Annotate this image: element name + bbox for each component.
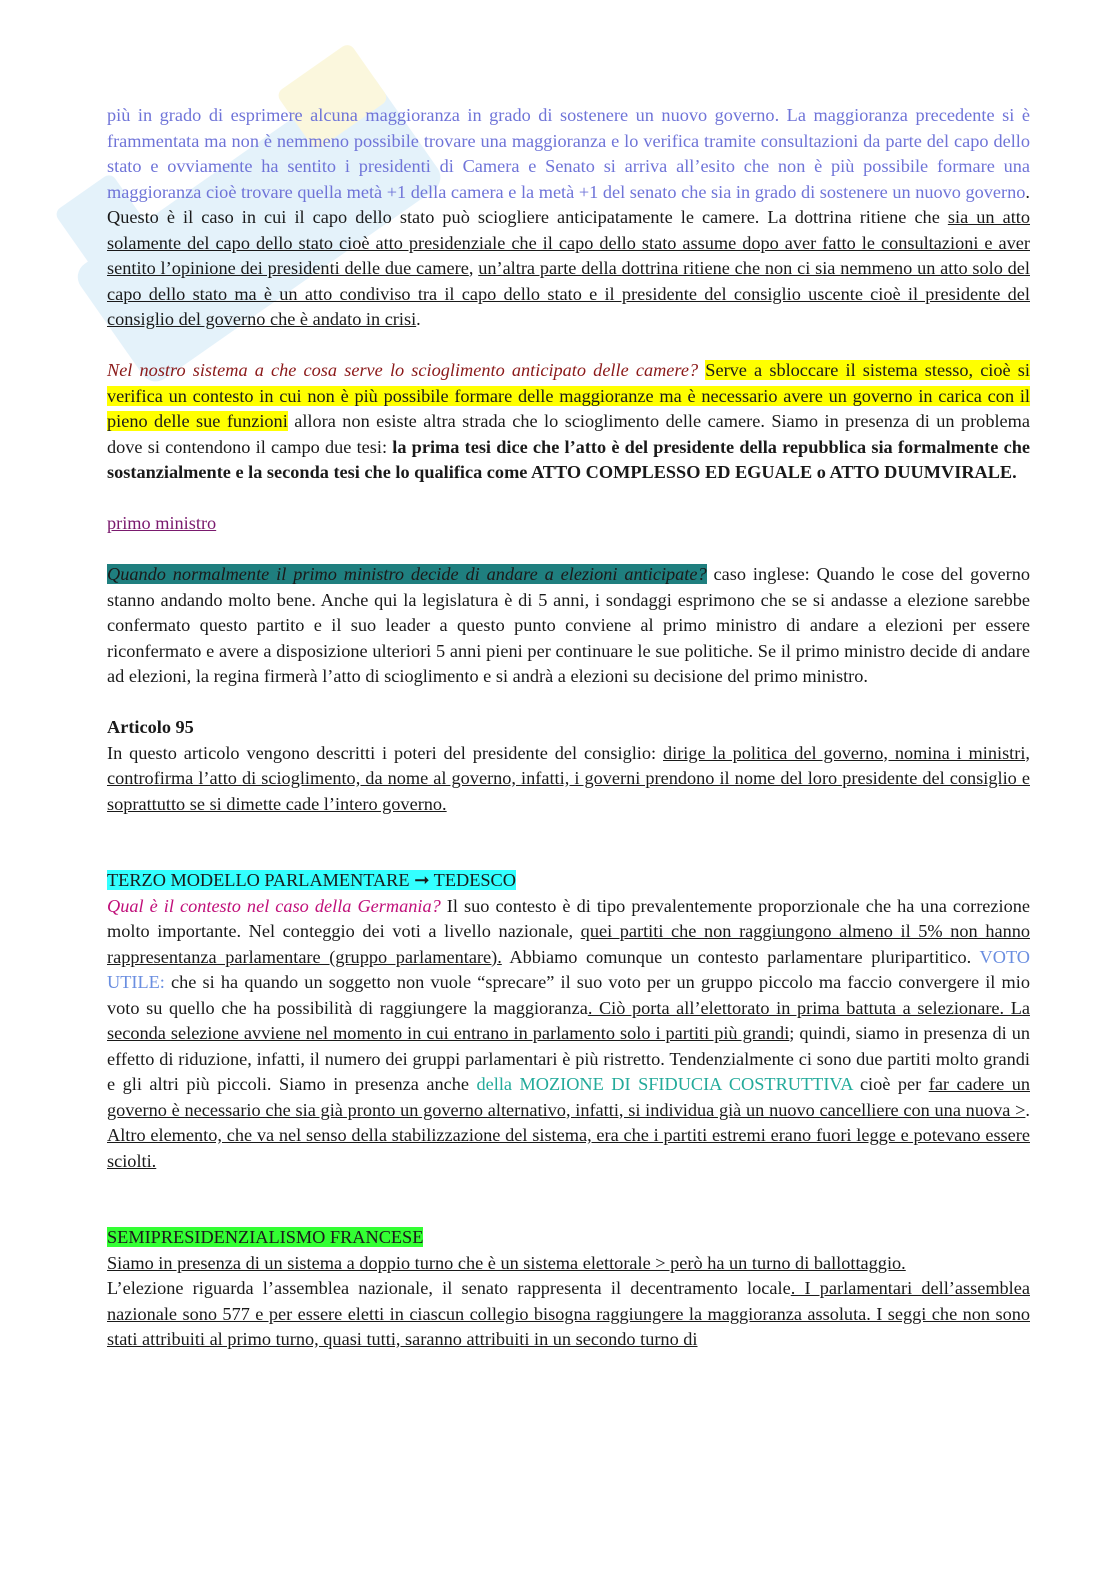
section-francese <box>107 1225 1030 1251</box>
primo-ministro-link-line <box>107 511 1030 537</box>
question-italic: Nel nostro sistema a che cosa serve lo scioglimento anticipato delle camere? <box>107 360 699 380</box>
text: allora non esiste altra strada che lo scioglimento delle camere. Siamo in presenza di un problema dove si contendono il campo due tesi: <box>107 411 1030 457</box>
text: caso inglese: Quando le cose del governo stanno andando molto bene. Anche qui la legislatura è di 5 anni, i sondaggi esprimono che se si andasse a elezione sarebbe confermato questo partito e il suo leader a questo punto conviene al primo ministro di andare a elezioni per essere riconfermato e avere a disposizione ulteriori 5 anni pieni per continuare le sue politiche. Se il primo ministro decide di andare ad elezioni, la regina firmerà l’atto di scioglimento e si andrà a elezioni su decisione del primo ministro. <box>107 564 1030 686</box>
primo-ministro-link[interactable]: primo ministro <box>107 513 217 533</box>
text-underlined: sia un atto solamente del capo dello stato cioè atto presidenziale che il capo dello stato assume dopo aver fatto le consultazioni e aver sentito l’opinione dei presidenti delle due camere <box>107 207 1030 278</box>
text-blue: più in grado di esprimere alcuna maggioranza in grado di sostenere un nuovo governo. La maggioranza precedente si è frammentata ma non è nemmeno possibile trovare una maggioranza e lo verifica tramite consultazioni da parte del capo dello stato e ovviamente ha sentito i presidenti di Camera e Senato si arriva all’esito che non è più possibile formare una maggioranza cioè trovare quella metà +1 della camera e la metà +1 del senato che sia in grado di sostenere un nuovo governo <box>107 105 1030 202</box>
paragraph-primo-ministro <box>107 562 1030 690</box>
paragraph-scioglimento-anticipato <box>107 358 1030 486</box>
paragraph-scioglimento <box>107 103 1030 333</box>
text-underlined: un’altra parte della dottrina ritiene che non ci sia nemmeno un atto solo del capo dello stato ma è un atto condiviso tra il capo dello stato e il presidente del consiglio uscente cioè il presidente del consiglio del governo che è andato in crisi <box>107 258 1030 329</box>
document-body <box>107 103 1030 1353</box>
paragraph-tedesco: Qual è il contesto nel caso della Germania? Il suo contesto è di tipo prevalentemente proporzionale che ha una correzione molto importante. Nel conteggio dei voti a livello nazionale, quei partiti che non raggiungono almeno il 5% non hanno rappresentanza parlamentare (gruppo parlamentare). Abbiamo comunque un contesto parlamentare pluripartitico. VOTO UTILE: che si ha quando un soggetto non vuole “sprecare” il suo voto per un gruppo piccolo ma faccio convergere il mio voto su quello che ha possibilità di raggiungere la maggioranza. Ciò porta all’elettorato in prima battuta a selezionare. La seconda selezione avviene nel momento in cui entrano in parlamento solo i partiti più grandi; quindi, siamo in presenza di un effetto di riduzione, infatti, il numero dei gruppi parlamentari è più ristretto. Tendenzialmente ci sono due partiti molto grandi e gli altri più piccoli. Siamo in presenza anche della MOZIONE DI SFIDUCIA COSTRUTTIVA cioè per far cadere un governo è necessario che sia già pronto un governo alternativo, infatti, si individua già un nuovo cancelliere con una nuova >. Altro elemento, che va nel senso della stabilizzazione del sistema, era che i partiti estremi erano fuori legge e potevano essere sciolti. <box>107 895 1031 1171</box>
mozione-label: della MOZIONE DI SFIDUCIA COSTRUTTIVA <box>476 1074 853 1094</box>
question-italic: Qual è il contesto nel caso della Germania? <box>107 895 441 916</box>
text-bold: la prima tesi dice che l’atto è del presidente della repubblica sia formalmente che sostanzialmente e la seconda tesi che lo qualifica come ATTO COMPLESSO ED EGUALE o ATTO DUUMVIRALE. <box>107 436 1030 482</box>
text: In questo articolo vengono descritti i poteri del presidente del consiglio: <box>107 742 663 763</box>
section-tedesco <box>107 868 1030 894</box>
text-underlined: dirige la politica del governo, nomina i ministri, controfirma l’atto di scioglimento, da nome al governo, infatti, i governi prendono il nome del loro presidente del consiglio e soprattutto se si dimette cade l’intero governo. <box>107 742 1031 814</box>
text: . Questo è il caso in cui il capo dello stato può sciogliere anticipatamente le camere. La dottrina ritiene che <box>107 181 1030 227</box>
paragraph-francese: Siamo in presenza di un sistema a doppio turno che è un sistema elettorale > però ha un turno di ballottaggio. <box>107 1252 906 1273</box>
text: . <box>416 309 421 329</box>
articolo-95-heading: Articolo 95 <box>107 717 194 737</box>
voto-utile-label: VOTO UTILE: <box>107 946 1030 992</box>
paragraph-articolo-95 <box>107 741 1030 818</box>
paragraph-francese-2: L’elezione riguarda l’assemblea nazionale, il senato rappresenta il decentramento locale. I parlamentari dell’assemblea nazionale sono 577 e per essere eletti in ciascun collegio bisogna raggiungere la maggioranza assoluta. I seggi che non sono stati attribuiti al primo turno, quasi tutti, saranno attribuiti in un secondo turno di <box>107 1278 1030 1349</box>
question-highlight-teal: Quando normalmente il primo ministro decide di andare a elezioni anticipate? <box>107 564 707 584</box>
highlight-yellow: Serve a sbloccare il sistema stesso, cioè si verifica un contesto in cui non è più possibile formare delle maggioranze ma è necessario avere un governo in carica con il pieno delle sue funzioni <box>107 360 1030 431</box>
text: , <box>468 258 479 278</box>
heading-francese: SEMIPRESIDENZIALISMO FRANCESE <box>107 1227 424 1247</box>
heading-tedesco: TERZO MODELLO PARLAMENTARE ➞ TEDESCO <box>107 870 516 890</box>
